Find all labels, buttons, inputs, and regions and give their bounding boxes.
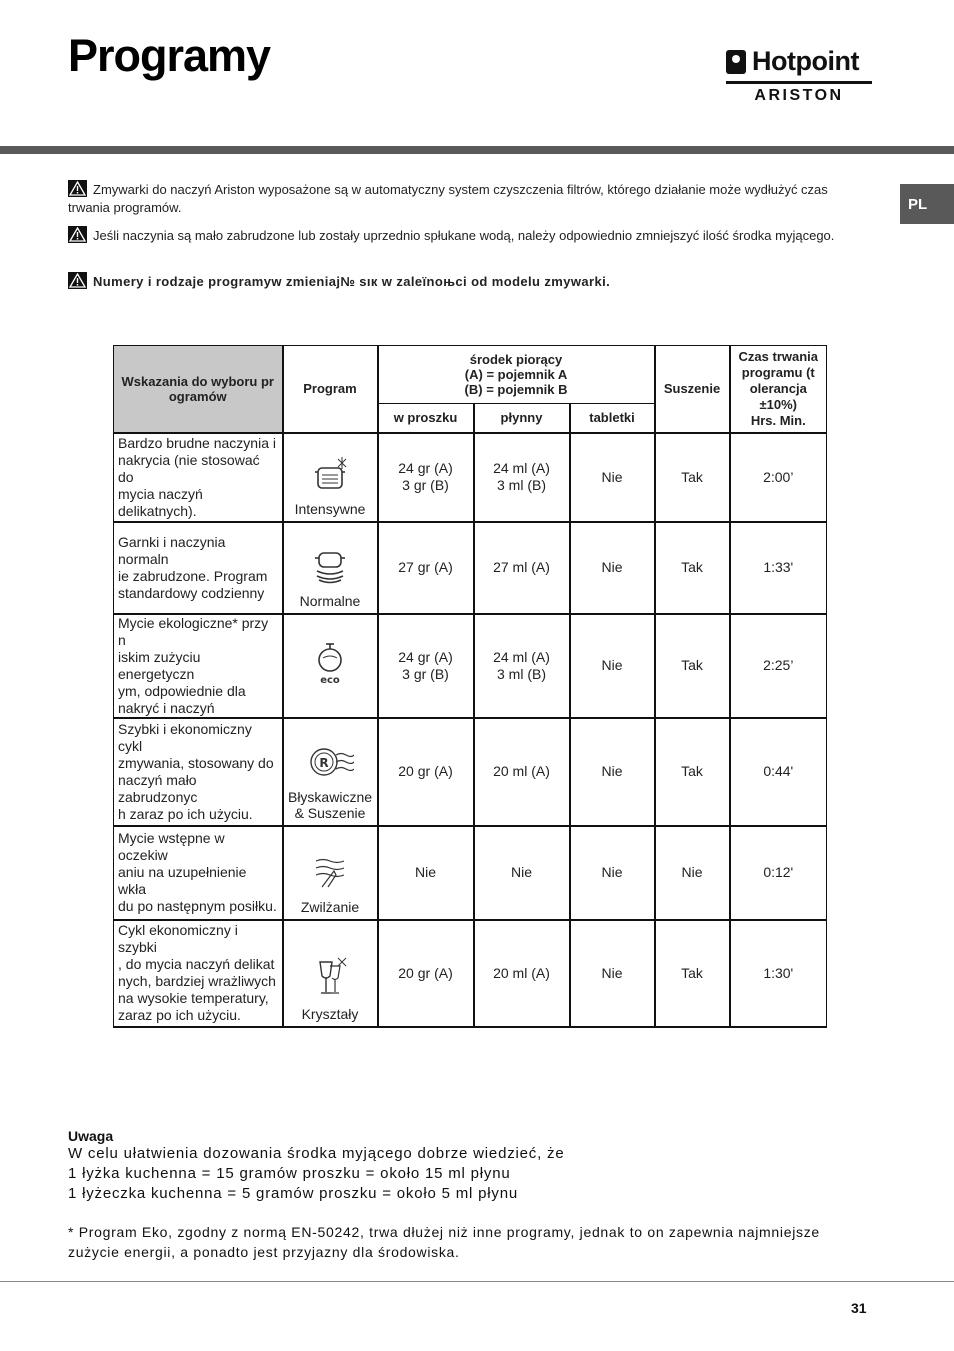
programs-table (113, 345, 827, 1028)
header-rule (0, 146, 954, 154)
note-text: Jeśli naczynia są mało zabrudzone lub zostały uprzednio spłukane wodą, należy odpowiednio zmniejszyć ilość środka myjącego. (93, 228, 835, 243)
table-row (114, 614, 827, 718)
note-detergent (68, 226, 868, 245)
row-description: Mycie ekologiczne* przy n iskim zużyciu energetyczn ym, odpowiednie dla nakryć i naczyń (114, 614, 283, 718)
row-drying: Tak (655, 718, 730, 826)
row-powder: 27 gr (A) (378, 522, 474, 614)
row-tablets: Nie (570, 826, 655, 920)
note-line: W celu ułatwienia dozowania środka myjącego dobrze wiedzieć, że (68, 1145, 565, 1162)
header-duration: Czas trwania programu (t olerancja ±10%) Hrs. Min. (730, 346, 827, 433)
note-line: 1 łyżeczka kuchenna = 5 gramów proszku = około 5 ml płynu (68, 1185, 518, 1202)
row-tablets: Nie (570, 433, 655, 522)
page-title: Programy (68, 30, 271, 81)
row-duration: 1:33' (730, 522, 827, 614)
page-number: 31 (851, 1300, 867, 1316)
note-filters (68, 180, 868, 217)
crystal-glass-icon (310, 956, 350, 1000)
row-program (283, 614, 378, 718)
table-row (114, 718, 827, 826)
row-drying: Tak (655, 522, 730, 614)
language-tab: PL (900, 184, 954, 224)
normal-pot-icon (310, 547, 350, 587)
row-liquid: 27 ml (A) (474, 522, 570, 614)
svg-text:R: R (319, 755, 329, 770)
eco-icon (310, 640, 350, 688)
hotpoint-ariston-logo (726, 46, 872, 105)
table-row (114, 920, 827, 1027)
warning-icon (68, 226, 87, 243)
header-detergent: środek piorący (A) = pojemnik A (B) = pojemnik B (378, 346, 655, 404)
row-tablets: Nie (570, 614, 655, 718)
row-powder: 20 gr (A) (378, 718, 474, 826)
row-liquid: 20 ml (A) (474, 718, 570, 826)
warning-icon (68, 272, 87, 289)
header-powder: w proszku (378, 404, 474, 433)
svg-text:eco: eco (320, 674, 340, 686)
header-selection: Wskazania do wyboru pr ogramów (114, 346, 283, 433)
row-description: Garnki i naczynia normaln ie zabrudzone. Program standardowy codzienny (114, 522, 283, 614)
header-drying: Suszenie (655, 346, 730, 433)
row-duration: 0:44' (730, 718, 827, 826)
row-tablets: Nie (570, 718, 655, 826)
row-duration: 2:00’ (730, 433, 827, 522)
row-duration: 1:30' (730, 920, 827, 1027)
note-section (68, 1128, 888, 1204)
row-program: Zwilżanie (283, 826, 378, 920)
row-program: Intensywne (283, 433, 378, 522)
table-header-row (114, 346, 827, 404)
table-row (114, 433, 827, 522)
header-tablets: tabletki (570, 404, 655, 433)
warning-icon (68, 180, 87, 197)
row-tablets: Nie (570, 522, 655, 614)
logo-subtitle: ARISTON (754, 87, 844, 104)
row-powder: Nie (378, 826, 474, 920)
logo-divider (726, 81, 872, 84)
row-program: R Błyskawiczne & Suszenie (283, 718, 378, 826)
footer-rule (0, 1281, 954, 1282)
row-tablets: Nie (570, 920, 655, 1027)
intensive-pot-icon (310, 455, 350, 495)
row-program: Normalne (283, 522, 378, 614)
row-powder: 24 gr (A) 3 gr (B) (378, 614, 474, 718)
soak-icon (308, 853, 352, 893)
row-drying: Tak (655, 433, 730, 522)
row-powder: 24 gr (A) 3 gr (B) (378, 433, 474, 522)
row-description: Szybki i ekonomiczny cykl zmywania, stosowany do naczyń mało zabrudzonyc h zaraz po ich użyciu. (114, 718, 283, 826)
row-powder: 20 gr (A) (378, 920, 474, 1027)
row-description: Bardzo brudne naczynia i nakrycia (nie stosować do mycia naczyń delikatnych). (114, 433, 283, 522)
logo-mark-icon (726, 50, 746, 74)
logo-brand: Hotpoint (752, 46, 859, 76)
header-liquid: płynny (474, 404, 570, 433)
row-duration: 0:12' (730, 826, 827, 920)
note-text: Numery i rodzaje programyw zmieniaj№ sıк w zaleїnoњci od modelu zmywarki. (93, 274, 611, 289)
table-row (114, 826, 827, 920)
row-program: Kryształy (283, 920, 378, 1027)
row-duration: 2:25’ (730, 614, 827, 718)
note-line: 1 łyżka kuchenna = 15 gramów proszku = około 15 ml płynu (68, 1165, 511, 1182)
row-description: Mycie wstępne w oczekiw aniu na uzupełnienie wkła du po następnym posiłku. (114, 826, 283, 920)
row-drying: Tak (655, 614, 730, 718)
row-drying: Nie (655, 826, 730, 920)
note-models (68, 272, 868, 291)
table-row (114, 522, 827, 614)
header-program: Program (283, 346, 378, 433)
row-description: Cykl ekonomiczny i szybki , do mycia naczyń delikat nych, bardziej wrażliwych na wysokie temperatury, zaraz po ich użyciu. (114, 920, 283, 1027)
rapid-dry-icon (306, 741, 354, 783)
row-liquid: Nie (474, 826, 570, 920)
row-drying: Tak (655, 920, 730, 1027)
note-text: Zmywarki do naczyń Ariston wyposażone są w automatyczny system czyszczenia filtrów, którego działanie może wydłużyć czas trwania programów. (68, 182, 828, 215)
note-heading: Uwaga (68, 1128, 114, 1144)
footnote: * Program Eko, zgodny z normą EN-50242, trwa dłużej niż inne programy, jednak to on zapewnia najmniejsze zużycie energii, a ponadto jest przyjazny dla środowiska. (68, 1224, 820, 1260)
row-liquid: 24 ml (A) 3 ml (B) (474, 433, 570, 522)
row-liquid: 24 ml (A) 3 ml (B) (474, 614, 570, 718)
row-liquid: 20 ml (A) (474, 920, 570, 1027)
